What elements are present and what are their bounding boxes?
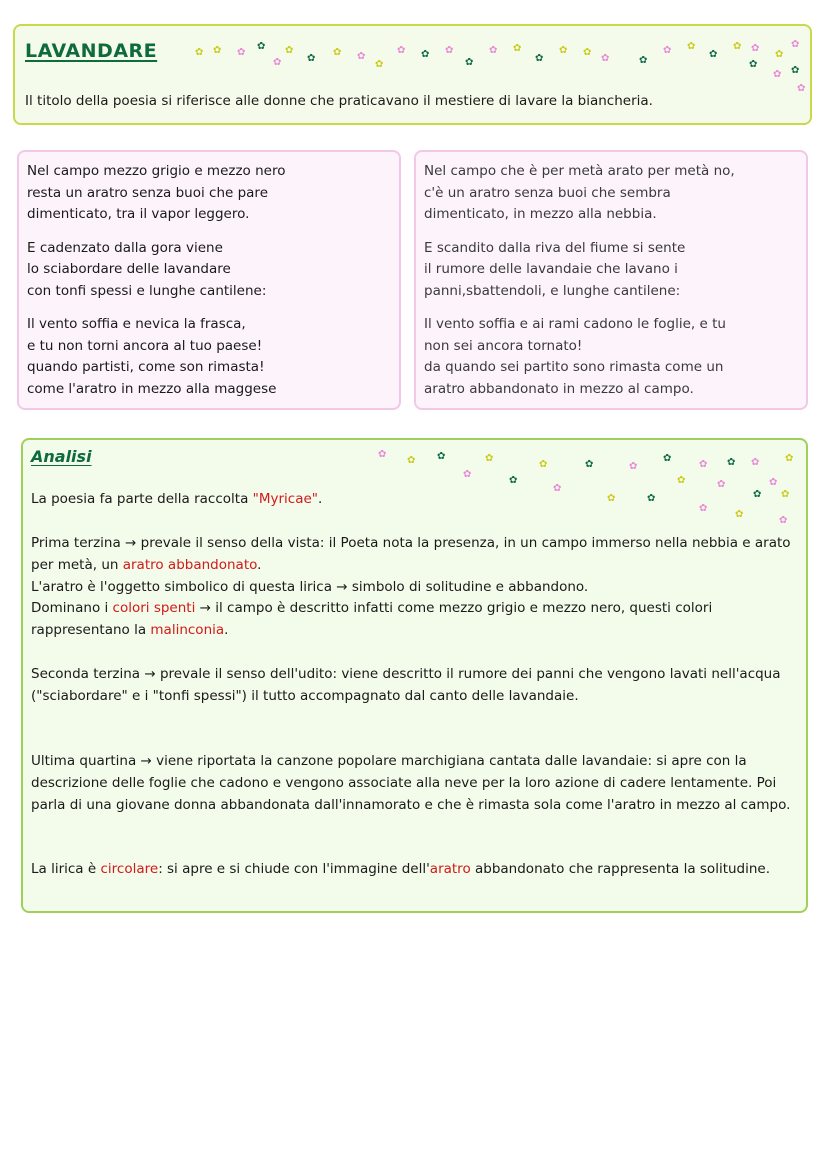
star-icon: ✿ [785,453,794,464]
star-icon: ✿ [751,43,760,54]
paraphrase-line: Il vento soffia e ai rami cadono le foglie, e tu [424,316,726,332]
star-icon: ✿ [717,479,726,490]
star-icon: ✿ [769,477,778,488]
highlight-colori-spenti: colori spenti [112,600,196,617]
poem-paraphrase-box [414,150,808,410]
title-box [13,24,812,125]
star-icon: ✿ [781,489,790,500]
star-icon: ✿ [663,45,672,56]
star-icon: ✿ [583,47,592,58]
stanza [27,238,391,303]
poem-line: come l'aratro in mezzo alla maggese [27,380,277,397]
star-icon: ✿ [407,455,416,466]
star-icon: ✿ [779,515,788,526]
analysis-paragraph-5 [31,859,800,881]
star-icon: ✿ [727,457,736,468]
poem-line: lo sciabordare delle lavandare [27,261,231,277]
text-run: → il campo è descritto infatti come mezzo grigio e mezzo nero, questi colori rappresentano la [31,600,713,639]
star-icon: ✿ [509,475,518,486]
star-icon: ✿ [585,459,594,470]
stanza [27,161,391,226]
stanza [424,314,798,400]
paraphrase-line: non sei ancora tornato! [424,337,583,354]
text-run: . [318,491,323,507]
analysis-title: Analisi [31,447,92,466]
poem-line: resta un aratro senza buoi che pare [27,184,268,201]
star-icon: ✿ [273,57,282,68]
star-icon: ✿ [773,69,782,80]
text-run: Prima terzina → prevale il senso della vista: il Poeta nota la presenza, in un campo immerso nella nebbia e arato per metà, un [31,535,791,573]
analysis-paragraph-2 [31,533,800,642]
page-title: LAVANDARE [25,40,158,62]
star-icon: ✿ [663,453,672,464]
star-icon: ✿ [285,45,294,56]
star-icon: ✿ [709,49,718,60]
star-icon: ✿ [437,451,446,462]
stanza [424,161,798,226]
stanza [424,238,798,303]
star-icon: ✿ [699,503,708,514]
star-icon: ✿ [375,59,384,70]
star-icon: ✿ [677,475,686,486]
text-run: La lirica è [31,861,101,877]
highlight-aratro-abbandonato: aratro abbandonato [122,556,258,573]
highlight-circolare: circolare [100,861,159,877]
paraphrase-line: aratro abbandonato in mezzo al campo. [424,380,694,397]
star-icon: ✿ [647,493,656,504]
text-run: L'aratro è l'oggetto simbolico di questa lirica → simbolo di solitudine e abbandono. [31,578,589,595]
star-icon: ✿ [237,47,246,58]
star-icon: ✿ [797,83,806,94]
star-icon: ✿ [699,459,708,470]
highlight-malinconia: malinconia [150,622,225,639]
highlight-aratro: aratro [429,861,471,877]
paraphrase-line: c'è un aratro senza buoi che sembra [424,184,671,201]
paraphrase-line: E scandito dalla riva del fiume si sente [424,239,686,256]
star-icon: ✿ [463,469,472,480]
star-icon: ✿ [559,45,568,56]
poem-line: quando partisti, come son rimasta! [27,359,265,375]
analysis-box [21,438,808,913]
star-icon: ✿ [489,45,498,56]
star-icon: ✿ [485,453,494,464]
star-icon: ✿ [629,461,638,472]
paraphrase-line: da quando sei partito sono rimasta come un [424,359,724,375]
poem-original-box [17,150,401,410]
star-icon: ✿ [445,45,454,56]
paraphrase-line: panni,sbattendoli, e lunghe cantilene: [424,282,681,299]
stanza [27,314,391,400]
star-icon: ✿ [601,53,610,64]
analysis-paragraph-4: Ultima quartina → viene riportata la canzone popolare marchigiana cantata dalle lavandaie: si apre con la descrizione delle foglie che cadono e vengono associate alla neve per la loro azione di cadere lentamente. Poi parla di una giovane donna abbandonata dall'innamorato e che è rimasta sola come l'aratro in mezzo al campo. [31,753,791,813]
text-run: . [224,622,229,639]
star-icon: ✿ [465,57,474,68]
star-icon: ✿ [213,45,222,56]
text-run: Dominano i [31,600,113,617]
text-run: : si apre e si chiude con l'immagine dell' [158,861,430,877]
poem-line: Il vento soffia e nevica la frasca, [27,316,246,332]
poem-line: Nel campo mezzo grigio e mezzo nero [27,163,286,179]
paraphrase-line: il rumore delle lavandaie che lavano i [424,261,678,277]
star-icon: ✿ [639,55,648,66]
star-icon: ✿ [553,483,562,494]
paraphrase-line: dimenticato, in mezzo alla nebbia. [424,206,657,222]
star-icon: ✿ [397,45,406,56]
poem-line: dimenticato, tra il vapor leggero. [27,206,250,222]
star-icon: ✿ [791,39,800,50]
star-icon: ✿ [421,49,430,60]
star-icon: ✿ [751,457,760,468]
text-run: abbandonato che rappresenta la solitudine. [470,861,771,877]
poem-line: E cadenzato dalla gora viene [27,239,223,256]
poem-line: e tu non torni ancora al tuo paese! [27,337,263,354]
title-description: Il titolo della poesia si riferisce alle donne che praticavano il mestiere di lavare la biancheria. [25,93,653,109]
analysis-paragraph-3: Seconda terzina → prevale il senso dell'udito: viene descritto il rumore dei panni che vengono lavati nell'acqua ("sciabordare" e i "tonfi spessi") il tutto accompagnato dal canto delle lavandaie. [31,666,781,704]
highlight-myricae: "Myricae" [252,491,319,507]
star-icon: ✿ [513,43,522,54]
star-icon: ✿ [735,509,744,520]
star-icon: ✿ [733,41,742,52]
star-icon: ✿ [607,493,616,504]
star-icon: ✿ [378,449,387,460]
star-icon: ✿ [753,489,762,500]
star-icon: ✿ [333,47,342,58]
star-icon: ✿ [539,459,548,470]
star-icon: ✿ [791,65,800,76]
paraphrase-line: Nel campo che è per metà arato per metà no, [424,163,735,179]
star-icon: ✿ [687,41,696,52]
star-icon: ✿ [535,53,544,64]
text-run: . [257,556,262,573]
poem-line: con tonfi spessi e lunghe cantilene: [27,282,267,299]
star-icon: ✿ [749,59,758,70]
star-icon: ✿ [195,47,204,58]
star-icon: ✿ [307,53,316,64]
text-run: La poesia fa parte della raccolta [31,491,253,507]
star-icon: ✿ [257,41,266,52]
star-icon: ✿ [775,49,784,60]
star-icon: ✿ [357,51,366,62]
analysis-paragraph-1 [31,489,800,511]
